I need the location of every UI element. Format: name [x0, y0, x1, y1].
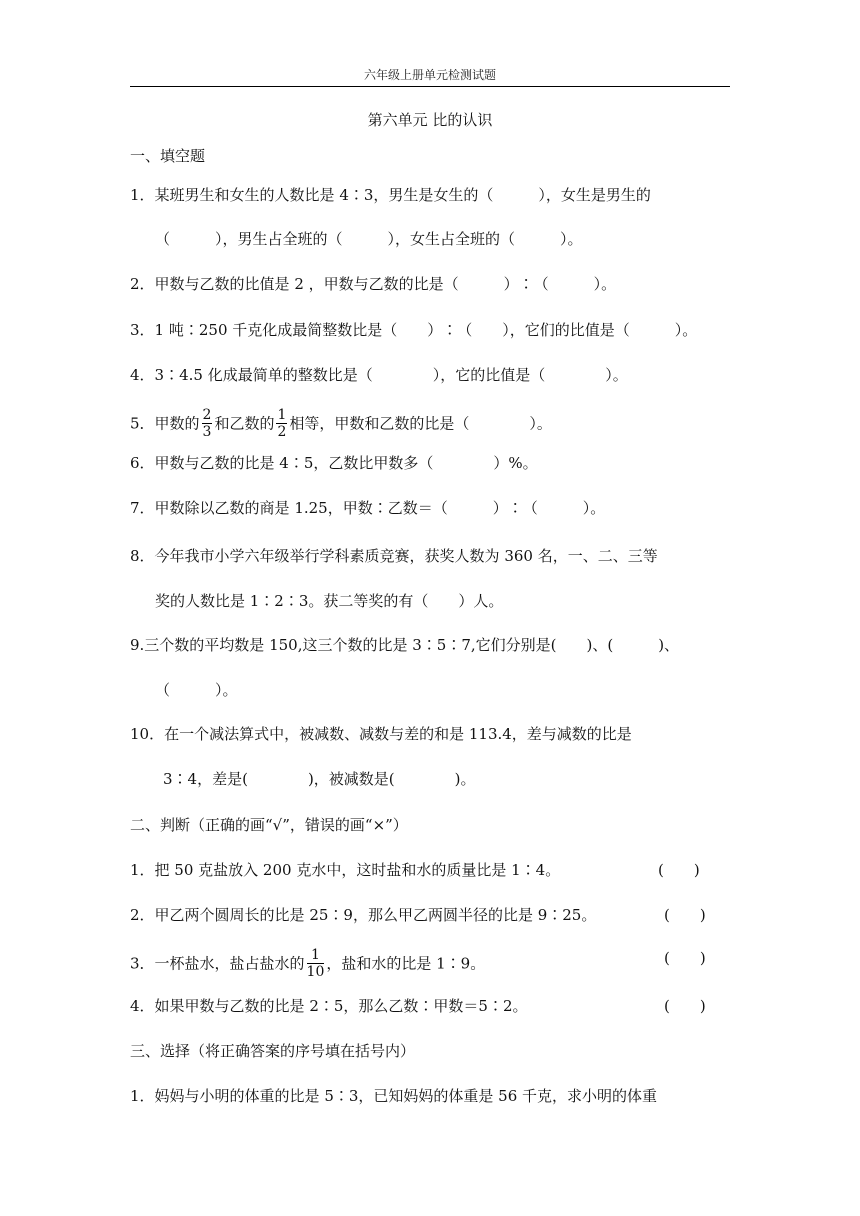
s2-q4: 4．如果甲数与乙数的比是 2∶5，那么乙数∶甲数＝5∶2。 — [130, 997, 528, 1015]
s1-q1-line1: 1．某班男生和女生的人数比是 4∶3，男生是女生的（ ），女生是男生的 — [130, 186, 651, 204]
section2-heading: 二、判断（正确的画“√”，错误的画“×”） — [130, 816, 408, 834]
frac-numerator: 2 — [202, 407, 212, 423]
s2-q3-text-b: ，盐和水的比是 1∶9。 — [326, 954, 486, 973]
frac-numerator: 1 — [307, 947, 325, 964]
section3-heading: 三、选择（将正确答案的序号填在括号内） — [130, 1042, 416, 1060]
frac-denominator: 10 — [306, 964, 325, 980]
s2-q2-answer-bracket: ( ) — [664, 906, 706, 924]
s1-q9-line1: 9.三个数的平均数是 150,这三个数的比是 3∶5∶7,它们分别是( )、( )、 — [130, 636, 680, 654]
s1-q8-line2: 奖的人数比是 1∶2∶3。获二等奖的有（ ）人。 — [155, 592, 504, 610]
s1-q5-fraction-2 — [276, 407, 287, 440]
s1-q10-line1: 10．在一个减法算式中，被减数、减数与差的和是 113.4，差与减数的比是 — [130, 725, 632, 743]
s1-q10-line2: 3∶4，差是( )，被减数是( )。 — [163, 770, 476, 788]
s3-q1-line1: 1．妈妈与小明的体重的比是 5∶3，已知妈妈的体重是 56 千克，求小明的体重 — [130, 1087, 658, 1105]
s1-q4: 4．3∶4.5 化成最简单的整数比是（ ），它的比值是（ ）。 — [130, 366, 628, 384]
s2-q3-answer-bracket: ( ) — [664, 949, 706, 967]
s2-q3-fraction — [307, 947, 325, 980]
s1-q5-fraction-1 — [202, 407, 213, 440]
header-rule — [130, 86, 730, 87]
s1-q5 — [130, 408, 552, 441]
s1-q3: 3．1 吨∶250 千克化成最简整数比是（ ）∶（ ），它们的比值是（ ）。 — [130, 321, 698, 339]
s1-q5-text-c: 相等，甲数和乙数的比是（ ）。 — [289, 414, 552, 433]
page-header-title: 六年级上册单元检测试题 — [363, 68, 496, 82]
s2-q4-answer-bracket: ( ) — [664, 997, 706, 1015]
s2-q2: 2．甲乙两个圆周长的比是 25∶9，那么甲乙两圆半径的比是 9∶25。 — [130, 906, 597, 924]
section1-heading: 一、填空题 — [130, 147, 206, 165]
s2-q3-text-a: 3．一杯盐水，盐占盐水的 — [130, 954, 305, 973]
s2-q1-answer-bracket: ( ) — [658, 861, 700, 879]
s1-q5-text-b: 和乙数的 — [214, 414, 275, 433]
s1-q2: 2．甲数与乙数的比值是 2 ，甲数与乙数的比是（ ）∶（ ）。 — [130, 275, 617, 293]
frac-numerator: 1 — [277, 407, 287, 423]
s1-q6: 6．甲数与乙数的比是 4∶5，乙数比甲数多（ ）%。 — [130, 454, 538, 472]
s1-q5-text-a: 5．甲数的 — [130, 414, 200, 433]
s1-q9-line2: （ ）。 — [155, 681, 238, 699]
s1-q7: 7．甲数除以乙数的商是 1.25，甲数∶乙数＝（ ）∶（ ）。 — [130, 499, 606, 517]
s2-q3 — [130, 948, 485, 981]
frac-denominator: 2 — [277, 424, 287, 440]
frac-denominator: 3 — [202, 424, 212, 440]
s1-q8-line1: 8．今年我市小学六年级举行学科素质竞赛，获奖人数为 360 名，一、二、三等 — [130, 547, 658, 565]
s2-q1: 1．把 50 克盐放入 200 克水中，这时盐和水的质量比是 1∶4。 — [130, 861, 561, 879]
page-title: 第六单元 比的认识 — [367, 111, 493, 129]
s1-q1-line2: （ ），男生占全班的（ ），女生占全班的（ ）。 — [155, 230, 583, 248]
